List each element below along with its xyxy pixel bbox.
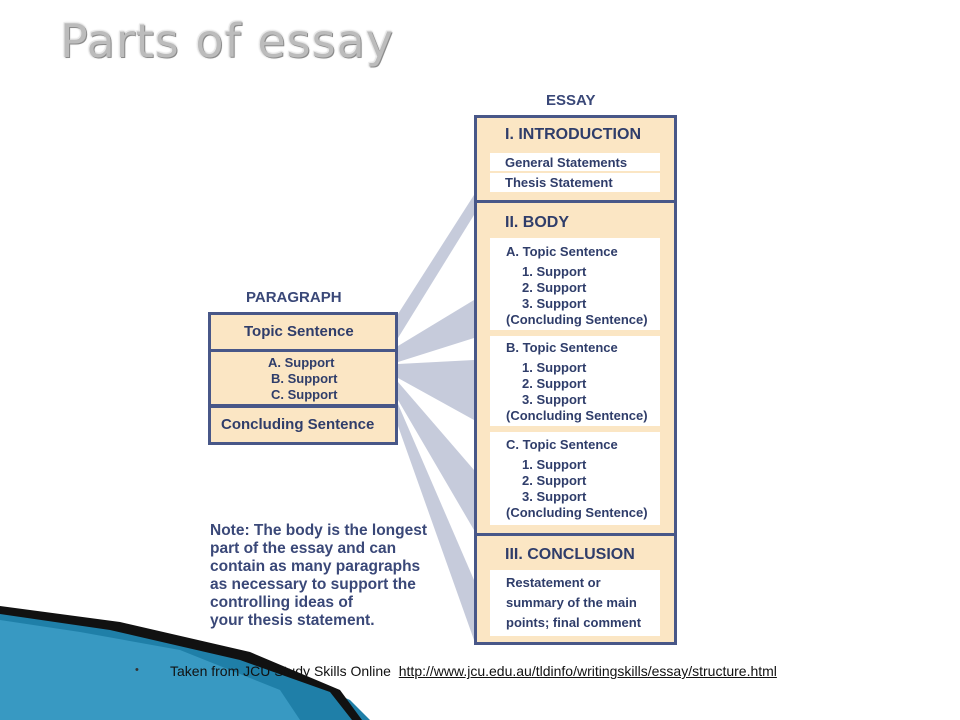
essay-header: ESSAY [546, 92, 596, 109]
introduction-heading: I. INTRODUCTION [505, 126, 641, 143]
body-block-c-line: 3. Support [522, 489, 587, 504]
page-title: Parts of essay [60, 14, 395, 68]
note-line: as necessary to support the [210, 576, 416, 593]
divider [474, 200, 677, 203]
body-block-a-line: 1. Support [522, 264, 587, 279]
paragraph-concluding-label: Concluding Sentence [221, 416, 375, 433]
paragraph-support: A. Support [268, 355, 335, 370]
paragraph-support: C. Support [271, 387, 338, 402]
thesis-statement-label: Thesis Statement [505, 175, 613, 190]
paragraph-support: B. Support [271, 371, 338, 386]
conclusion-line: Restatement or [506, 575, 601, 590]
body-heading: II. BODY [505, 214, 570, 231]
body-block-a-line: (Concluding Sentence) [506, 312, 648, 327]
paragraph-header: PARAGRAPH [246, 289, 342, 306]
conclusion-heading: III. CONCLUSION [505, 546, 635, 563]
conclusion-line: points; final comment [506, 615, 642, 630]
body-block-c-topic: C. Topic Sentence [506, 437, 618, 452]
note-line: part of the essay and can [210, 540, 397, 557]
note-line: controlling ideas of [210, 594, 353, 611]
body-block-b-line: (Concluding Sentence) [506, 408, 648, 423]
conclusion-line: summary of the main [506, 595, 637, 610]
footer-prefix: Taken from JCU Study Skills Online [170, 663, 391, 679]
body-block-c-line: 1. Support [522, 457, 587, 472]
body-block-b-line: 3. Support [522, 392, 587, 407]
footer-link[interactable]: http://www.jcu.edu.au/tldinfo/writingskills/essay/structure.html [398, 663, 777, 679]
body-block-a-topic: A. Topic Sentence [506, 244, 618, 259]
general-statements-label: General Statements [505, 155, 628, 170]
note-text [210, 522, 450, 630]
note-line: contain as many paragraphs [210, 558, 421, 575]
body-block-b-line: 1. Support [522, 360, 587, 375]
body-block-a-line: 2. Support [522, 280, 587, 295]
footer-source [170, 663, 777, 679]
note-line: Note: The body is the longest [210, 522, 428, 539]
divider [474, 533, 677, 536]
body-block-a-line: 3. Support [522, 296, 587, 311]
body-block-b-topic: B. Topic Sentence [506, 340, 618, 355]
paragraph-topic-label: Topic Sentence [244, 323, 354, 340]
note-line: your thesis statement. [210, 612, 375, 629]
body-block-b-line: 2. Support [522, 376, 587, 391]
footer-bullet: • [135, 664, 139, 676]
body-block-c-line: 2. Support [522, 473, 587, 488]
body-block-c-line: (Concluding Sentence) [506, 505, 648, 520]
